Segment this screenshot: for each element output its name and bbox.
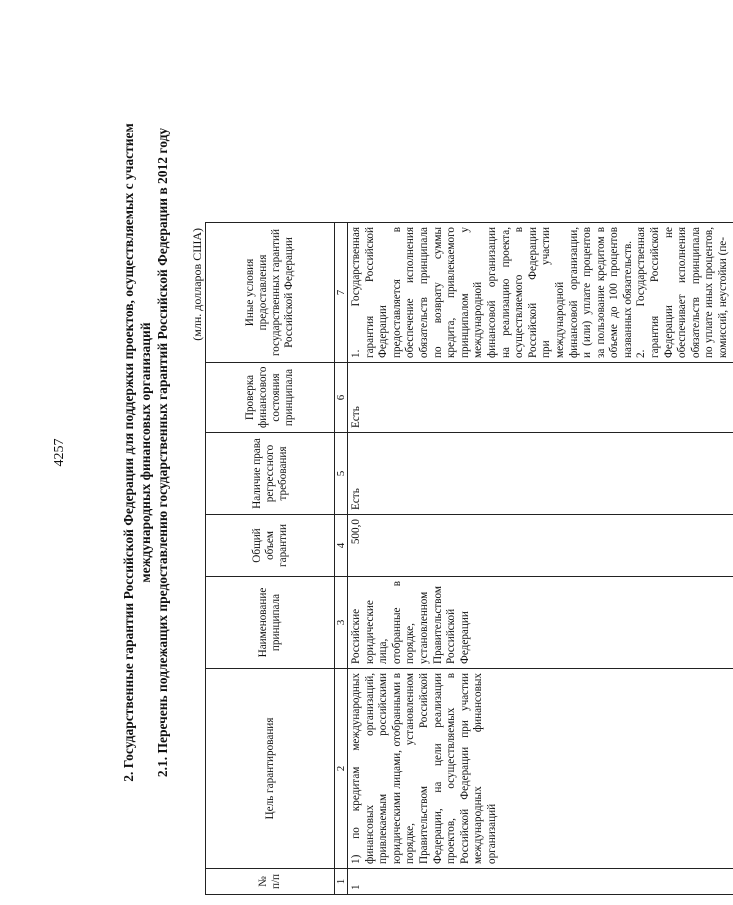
document-heading <box>120 90 171 815</box>
column-number: 1 <box>335 869 348 895</box>
column-number: 6 <box>335 363 348 433</box>
table-header-row <box>206 223 335 895</box>
header-purpose: Цель гарантирования <box>206 669 335 869</box>
header-recourse: Наличие права регрессного требования <box>206 433 335 515</box>
heading-line-1: 2. Государственные гарантии Российской Федерации для поддержки проектов, осуществляемых с участием <box>121 123 136 782</box>
condition-paragraph-1: 1. Государственная гарантия Российской Федерации предоставляется в обеспечение исполнения обязательств принципала по возврату суммы кредита, привлекаемого принципалом у международной финансовой организации на реализацию проекта, осуществляемого в Российской Федерации при участии международной финансовой организации, и (или) уплате процентов за пользование кредитом в объеме до 100 процентов названных обязательств. <box>350 227 634 358</box>
column-number: 7 <box>335 223 348 363</box>
row-number: 1 <box>348 869 733 895</box>
row-recourse: Есть <box>348 433 733 515</box>
row-other-conditions <box>348 223 733 363</box>
page-number: 4257 <box>52 438 67 467</box>
header-financial-check: Проверка финансового состояния принципала <box>206 363 335 433</box>
row-amount: 500,0 <box>348 515 733 577</box>
table-row <box>348 223 733 895</box>
header-amount: Общий объем гарантии <box>206 515 335 577</box>
column-number: 2 <box>335 669 348 869</box>
units-note: (млн. долларов США) <box>190 228 204 341</box>
column-number: 5 <box>335 433 348 515</box>
column-number: 4 <box>335 515 348 577</box>
row-principal: Российские юридические лица, отобранные в порядке, установленном Правительством Российской Федерации <box>348 577 733 669</box>
column-number-row <box>335 223 348 895</box>
heading-line-2: международных финансовых организаций <box>138 322 153 583</box>
row-purpose: 1) по кредитам международных финансовых организаций, привлекаемым российскими юридическими лицами, отобранными в порядке, установленном Правительством Российской Федерации, на цели реализации проектов, осуществляемых в Российской Федерации при участии международных финансовых организаций <box>348 669 733 869</box>
guarantees-table <box>205 222 733 895</box>
header-principal: Наименование принципала <box>206 577 335 669</box>
column-number: 3 <box>335 577 348 669</box>
heading-line-3: 2.1. Перечень подлежащих предоставлению государственных гарантий Российской Федерации в 2012 году <box>155 127 170 778</box>
header-other-conditions: Иные условия предоставления государственных гарантий Российской Федерации <box>206 223 335 363</box>
row-financial-check: Есть <box>348 363 733 433</box>
header-number: № п/п <box>206 869 335 895</box>
condition-paragraph-2: 2. Государственная гарантия Российской Федерации не обеспечивает исполнения обязательств принципала по уплате иных процентов, комиссий, неустойки (пе- <box>635 227 730 358</box>
